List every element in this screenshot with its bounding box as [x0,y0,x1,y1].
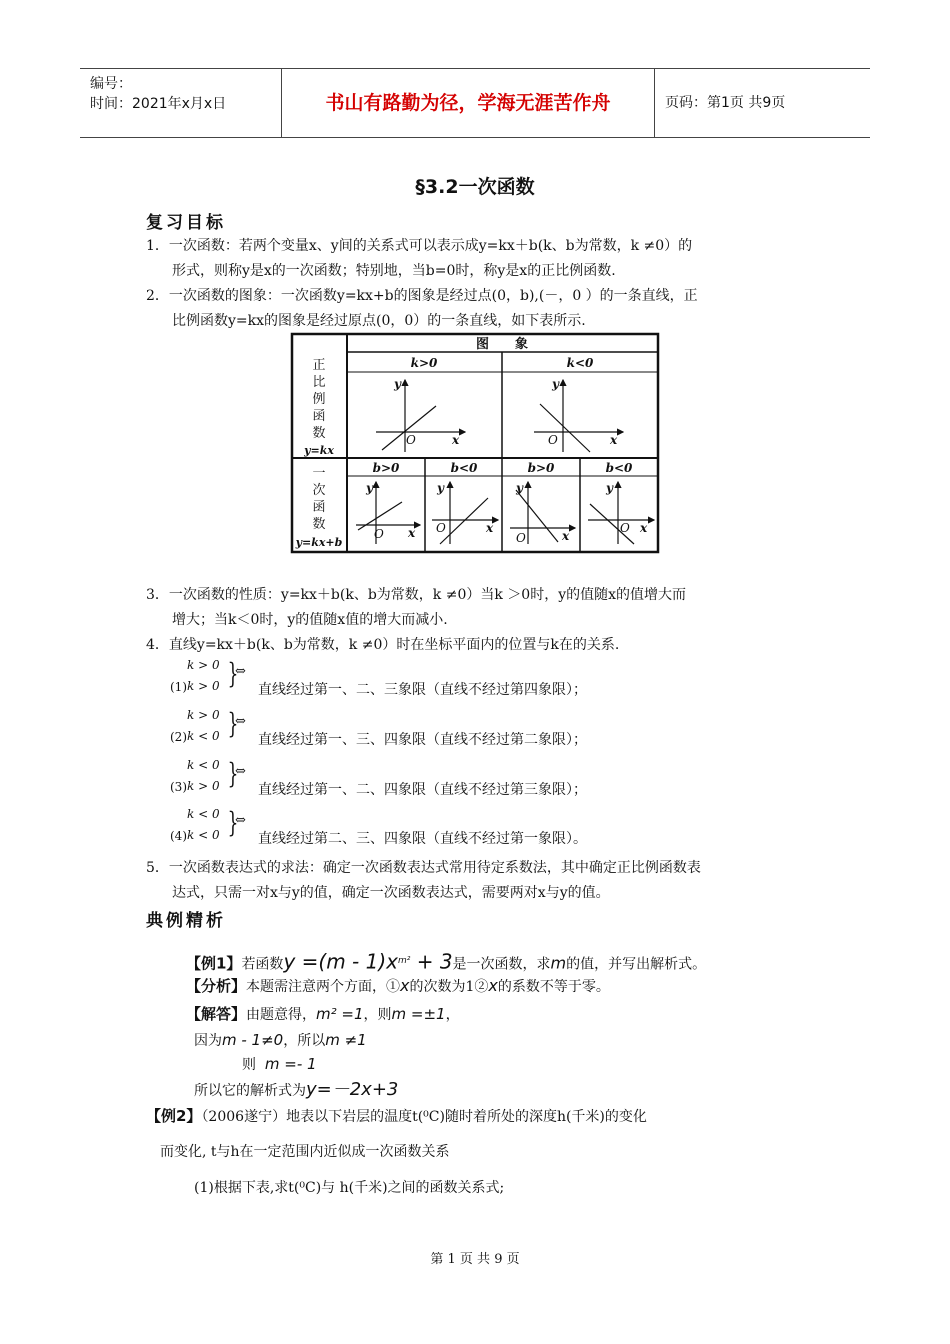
answer-result [194,1080,398,1101]
condition-b: k < 0 [187,729,220,743]
formula: y =(m - 1)x [283,949,398,974]
row-label-char: 正 [312,358,326,373]
example-text: 的值，并写出解析式。 [566,956,707,973]
example-tag: 【例2】 [146,1107,202,1125]
answer-text: ， [445,1007,460,1023]
svg-text:y: y [606,481,613,495]
row-label-char: 函 [312,500,326,515]
condition-k: k < 0 [187,758,220,772]
equivalence-arrow: ⇔ [235,764,246,779]
example-2-line2: 而变化, t与h在一定范围内近似成一次函数关系 [160,1144,450,1160]
case-number: (2) [170,730,187,744]
variable-x: x [400,976,410,995]
paragraph-2b: 比例函数y=kx的图象是经过原点(0，0）的一条直线，如下表所示. [172,313,586,329]
svg-text:y: y [366,481,373,495]
case-text: 直线经过第一、三、四象限（直线不经过第二象限）； [258,732,587,748]
equivalence-arrow: ⇔ [235,714,246,729]
graph-linear-k-pos-b-neg [432,481,498,544]
svg-text:y: y [437,481,444,495]
condition-k: k < 0 [187,807,220,821]
row-label-char: 数 [312,517,326,532]
header-divider [654,69,655,137]
row-label-char: 一 [312,466,326,481]
row-label-char: 函 [312,409,326,424]
svg-text:y: y [516,481,523,495]
formula-tail: + 3 [410,949,453,974]
equation: m =- 1 [264,1055,317,1073]
row-formula: y=kx [304,444,334,457]
answer-text: ，所以 [283,1033,326,1049]
variable-x: x [488,976,498,995]
equivalence-arrow: ⇔ [235,813,246,828]
example-1 [186,948,706,978]
brace: } [227,806,239,839]
section-heading-examples: 典例精析 [146,911,226,931]
answer-tag: 【解答】 [186,1005,247,1023]
case-number: (4) [170,829,187,843]
svg-text:O: O [620,521,630,535]
svg-text:x: x [610,433,618,447]
page-info: 页码：第1页 共9页 [665,95,786,111]
answer-text: ，则 [363,1007,392,1023]
section-heading-review: 复习目标 [146,213,226,233]
example-text: （2006遂宁）地表以下岩层的温度t(⁰C)随时着所处的深度h(千米)的变化 [201,1109,647,1125]
analysis-text: 的系数不等于零。 [497,979,610,995]
svg-text:y: y [552,377,559,391]
analysis-text: 本题需注意两个方面，① [246,979,401,995]
case-text: 直线经过第一、二、三象限（直线不经过第四象限）； [258,682,587,698]
brace: } [227,757,239,790]
linear-function-graph-table [290,332,660,554]
analysis-tag: 【分析】 [186,977,247,995]
paragraph-1b: 形式，则称y是x的一次函数；特别地，当b=0时，称y是x的正比例函数. [172,263,616,279]
answer-because [194,1030,367,1051]
svg-text:x: x [640,521,648,535]
equation: m ≠1 [325,1031,367,1049]
condition-b: k > 0 [187,679,220,693]
analysis-text: 的次数为1② [409,979,489,995]
graph-prop-k-negative [534,377,623,452]
paragraph-5b: 达式，只需一对x与y的值，确定一次函数表达式，需要两对x与y的值。 [172,885,610,901]
equivalence-arrow: ⇔ [235,664,246,679]
row-label-char: 次 [312,483,326,498]
svg-text:O: O [436,521,446,535]
brace: } [227,657,239,690]
row-label-char: 数 [312,426,326,441]
motto: 书山有路勤为径，学海无涯苦作舟 [325,92,611,114]
graph-linear-k-neg-b-neg [588,481,654,544]
label-b-positive: b>0 [527,461,555,475]
case-text: 直线经过第二、三、四象限（直线不经过第一象限）。 [258,831,587,847]
page-title: §3.2一次函数 [415,176,535,198]
formula-exponent: m² [397,956,411,966]
paragraph-2a: 2．一次函数的图象：一次函数y=kx+b的图象是经过点(0，b),(－，0 ）的一条直线，正 [146,288,698,304]
time-label: 时间：2021年x月x日 [90,96,227,112]
equation: m =±1 [391,1005,446,1023]
paragraph-1a: 1．一次函数：若两个变量x、y间的关系式可以表示成y=kx＋b(k、b为常数，k ≠0）的 [146,238,693,254]
answer-text: 所以它的解析式为 [194,1083,306,1099]
label-k-positive: k>0 [410,356,438,370]
case-number: (1) [170,680,187,694]
label-k-negative: k<0 [566,356,594,370]
example-text: 是一次函数，求 [452,956,551,973]
svg-text:O: O [548,433,558,447]
case-text: 直线经过第一、二、四象限（直线不经过第三象限）； [258,782,587,798]
svg-text:x: x [562,529,570,543]
example-2 [146,1106,647,1127]
document-header [80,68,870,138]
svg-text:x: x [452,433,460,447]
label-b-positive: b>0 [372,461,400,475]
brace: } [227,707,239,740]
row-label-char: 例 [312,392,326,407]
svg-text:y: y [394,377,401,391]
analysis [186,976,610,997]
svg-text:O: O [516,531,526,545]
condition-k: k > 0 [187,658,220,672]
svg-text:O: O [406,433,416,447]
condition-b: k < 0 [187,828,220,842]
paragraph-3a: 3．一次函数的性质：y=kx＋b(k、b为常数，k ≠0）当k ＞0时，y的值随x的值增大而 [146,587,687,603]
equation: y=－2x+3 [306,1079,399,1100]
example-text: 若函数 [241,956,284,973]
svg-text:x: x [408,526,416,540]
row-label-char: 比 [312,375,326,390]
paragraph-5a: 5．一次函数表达式的求法：确定一次函数表达式常用待定系数法，其中确定正比例函数表 [146,860,701,876]
page-footer: 第 1 页 共 9 页 [430,1252,520,1267]
example-tag: 【例1】 [186,954,242,973]
image-column-header: 图 象 [475,337,529,352]
label-b-negative: b<0 [605,461,633,475]
answer-text: 则 [242,1057,256,1073]
answer-then [242,1054,317,1075]
svg-text:O: O [374,527,384,541]
row-formula: y=kx+b [295,536,343,549]
paragraph-4: 4．直线y=kx＋b(k、b为常数，k ≠0）时在坐标平面内的位置与k在的关系. [146,637,620,653]
graph-prop-k-positive [376,377,465,452]
example-2-question-1: (1)根据下表,求t(⁰C)与 h(千米)之间的函数关系式; [194,1180,505,1196]
graph-linear-k-pos-b-pos [356,481,420,544]
variable-m: m [550,953,567,973]
code-label: 编号： [90,76,132,92]
case-number: (3) [170,780,187,794]
answer [186,1004,460,1025]
condition-b: k > 0 [187,779,220,793]
answer-text: 因为 [194,1033,222,1049]
label-b-negative: b<0 [450,461,478,475]
graph-linear-k-neg-b-pos [510,481,575,545]
svg-text:x: x [486,521,494,535]
equation: m - 1≠0 [222,1031,284,1049]
equation: m² =1 [316,1005,364,1023]
answer-text: 由题意得， [246,1007,317,1023]
paragraph-3b: 增大；当k＜0时，y的值随x值的增大而减小. [172,612,448,628]
condition-k: k > 0 [187,708,220,722]
